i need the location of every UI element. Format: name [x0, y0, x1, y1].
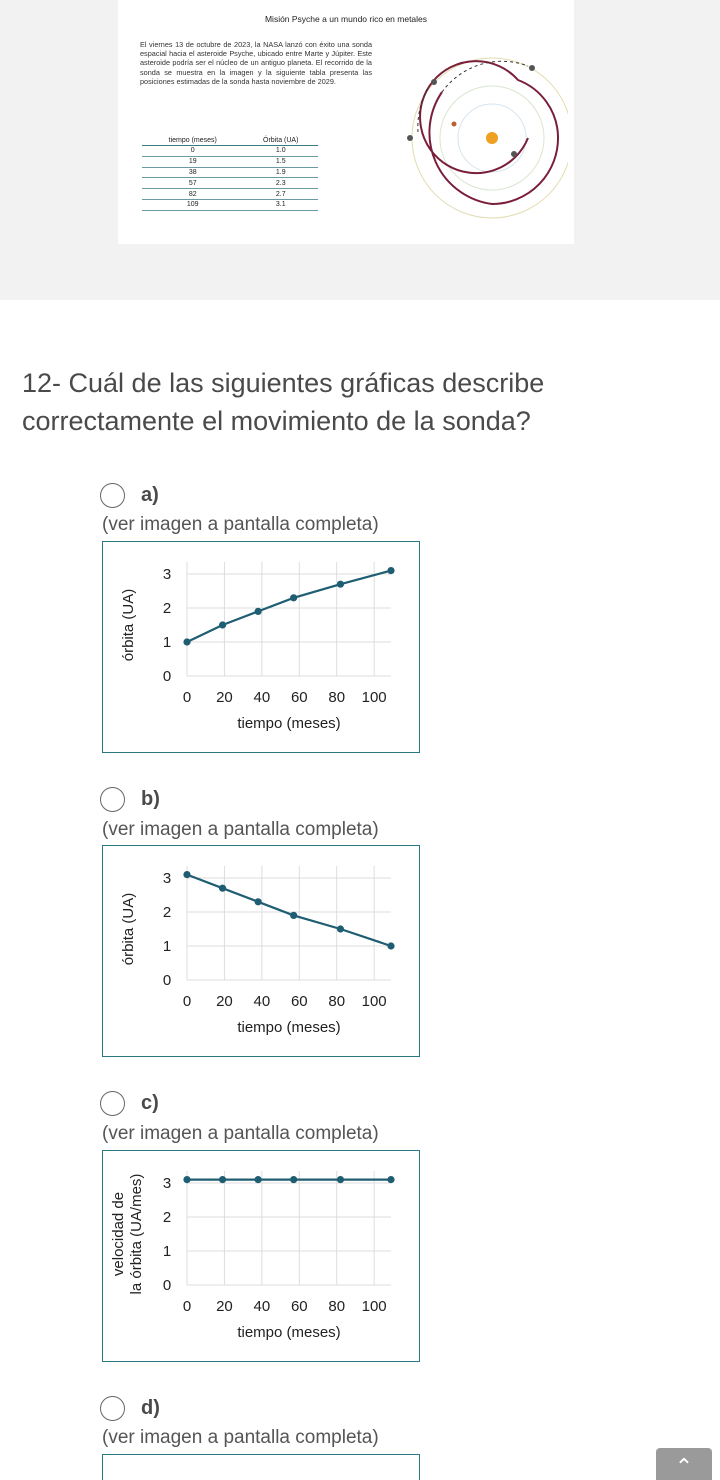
table-cell: 57 [142, 178, 243, 189]
question-text: 12- Cuál de las siguientes gráficas describe correctamente el movimiento de la sonda? [22, 368, 545, 436]
x-tick-label: 60 [290, 689, 308, 706]
y-tick-label: 1 [162, 1243, 172, 1260]
table-cell: 1.0 [243, 146, 318, 157]
series-line [187, 571, 391, 642]
x-tick-label: 40 [253, 1298, 271, 1315]
data-point [219, 885, 226, 892]
table-header-time: tiempo (meses) [142, 136, 243, 146]
x-tick-label: 20 [216, 993, 233, 1010]
option-a[interactable] [100, 481, 159, 509]
data-point [183, 1176, 190, 1183]
fullscreen-link[interactable]: (ver imagen a pantalla completa) [102, 1427, 379, 1448]
table-cell: 82 [142, 189, 243, 200]
option-label: b) [141, 787, 160, 810]
x-tick-label: 80 [328, 993, 346, 1010]
chart-b[interactable] [102, 845, 420, 1057]
x-tick-label: 40 [253, 993, 271, 1010]
table-row [142, 146, 318, 157]
data-point [337, 581, 344, 588]
header-figure[interactable] [118, 0, 574, 244]
x-tick-label: 100 [361, 993, 387, 1010]
table-cell: 2.7 [243, 189, 318, 200]
chart-c[interactable] [102, 1150, 420, 1362]
x-tick-label: 80 [328, 1298, 346, 1315]
table-row [142, 199, 318, 210]
y-tick-label: 2 [162, 1209, 172, 1226]
y-tick-label: 1 [162, 938, 172, 955]
probe-icon [407, 135, 413, 141]
table-header-orbit: Órbita (UA) [243, 136, 318, 146]
table-cell: 1.9 [243, 167, 318, 178]
y-axis-label: velocidad de [110, 1191, 127, 1277]
y-axis-label: la órbita (UA/mes) [128, 1173, 145, 1295]
x-tick-label: 60 [290, 1298, 308, 1315]
table-cell: 1.5 [243, 156, 318, 167]
y-tick-label: 3 [162, 566, 172, 583]
data-point [337, 925, 344, 932]
dashed-trajectory-left [418, 88, 428, 132]
table-cell: 2.3 [243, 178, 318, 189]
radio-button[interactable] [100, 787, 125, 812]
y-tick-label: 0 [162, 1277, 172, 1294]
radio-button[interactable] [100, 1091, 125, 1116]
table-row [142, 189, 318, 200]
sun-icon [486, 132, 498, 144]
data-point [290, 912, 297, 919]
option-label: d) [141, 1396, 160, 1419]
data-point [183, 871, 190, 878]
option-label: c) [141, 1091, 159, 1114]
data-point [290, 594, 297, 601]
scroll-top-button[interactable] [656, 1448, 712, 1480]
x-tick-label: 0 [182, 1298, 192, 1315]
orbit-diagram [398, 52, 568, 222]
y-tick-label: 1 [162, 634, 172, 651]
x-tick-label: 0 [182, 993, 192, 1010]
fullscreen-link[interactable]: (ver imagen a pantalla completa) [102, 1123, 379, 1144]
data-point [219, 621, 226, 628]
radio-button[interactable] [100, 1396, 125, 1421]
table-row [142, 178, 318, 189]
chevron-up-icon: ⌃ [674, 1454, 694, 1479]
series-line [187, 875, 391, 946]
y-tick-label: 0 [162, 972, 172, 989]
chart-a-svg [103, 542, 419, 752]
figure-paragraph: El viernes 13 de octubre de 2023, la NASA lanzó con éxito una sonda espacial hacia el asteroide Psyche, ubicado entre Marte y Júpiter. Este asteroide podría ser el núcleo de un antiguo planeta. El recorrido de la sonda se muestra en la imagen y la siguiente tabla presenta las posiciones estimadas de la sonda hasta noviembre de 2029. [140, 40, 372, 86]
data-point [255, 608, 262, 615]
chart-b-svg [103, 846, 419, 1056]
data-point [255, 898, 262, 905]
option-d[interactable] [100, 1394, 160, 1422]
table-cell: 38 [142, 167, 243, 178]
radio-button[interactable] [100, 483, 125, 508]
x-tick-label: 20 [216, 1298, 233, 1315]
option-label: a) [141, 483, 159, 506]
table-cell: 109 [142, 199, 243, 210]
data-point [255, 1176, 262, 1183]
data-point [337, 1176, 344, 1183]
table-row [142, 167, 318, 178]
y-axis-label: órbita (UA) [120, 892, 137, 966]
x-tick-label: 0 [182, 689, 192, 706]
figure-title: Misión Psyche a un mundo rico en metales [264, 14, 428, 24]
probe-icon [529, 65, 535, 71]
chart-d[interactable] [102, 1454, 420, 1480]
chart-c-svg [103, 1151, 419, 1361]
data-point [387, 942, 394, 949]
y-axis-label: órbita (UA) [120, 588, 137, 662]
probe-icon [511, 151, 517, 157]
x-axis-label: tiempo (meses) [237, 715, 341, 732]
option-b[interactable] [100, 785, 160, 813]
table-cell: 3.1 [243, 199, 318, 210]
y-tick-label: 3 [162, 870, 172, 887]
y-tick-label: 3 [162, 1175, 172, 1192]
y-tick-label: 2 [162, 600, 172, 617]
y-tick-label: 0 [162, 668, 172, 685]
probe-icon [431, 79, 437, 85]
x-axis-label: tiempo (meses) [237, 1019, 341, 1036]
fullscreen-link[interactable]: (ver imagen a pantalla completa) [102, 514, 379, 535]
x-tick-label: 60 [290, 993, 308, 1010]
fullscreen-link[interactable]: (ver imagen a pantalla completa) [102, 819, 379, 840]
x-tick-label: 20 [216, 689, 233, 706]
table-row [142, 156, 318, 167]
x-tick-label: 100 [361, 1298, 387, 1315]
mars-icon [452, 122, 457, 127]
x-axis-label: tiempo (meses) [237, 1324, 341, 1341]
x-tick-label: 80 [328, 689, 346, 706]
y-tick-label: 2 [162, 904, 172, 921]
data-point [183, 638, 190, 645]
data-point [290, 1176, 297, 1183]
chart-a[interactable] [102, 541, 420, 753]
x-tick-label: 100 [361, 689, 387, 706]
positions-table [142, 136, 318, 211]
data-point [387, 1176, 394, 1183]
table-cell: 0 [142, 146, 243, 157]
x-tick-label: 40 [253, 689, 271, 706]
data-point [219, 1176, 226, 1183]
option-c[interactable] [100, 1089, 159, 1117]
data-point [387, 567, 394, 574]
table-cell: 19 [142, 156, 243, 167]
